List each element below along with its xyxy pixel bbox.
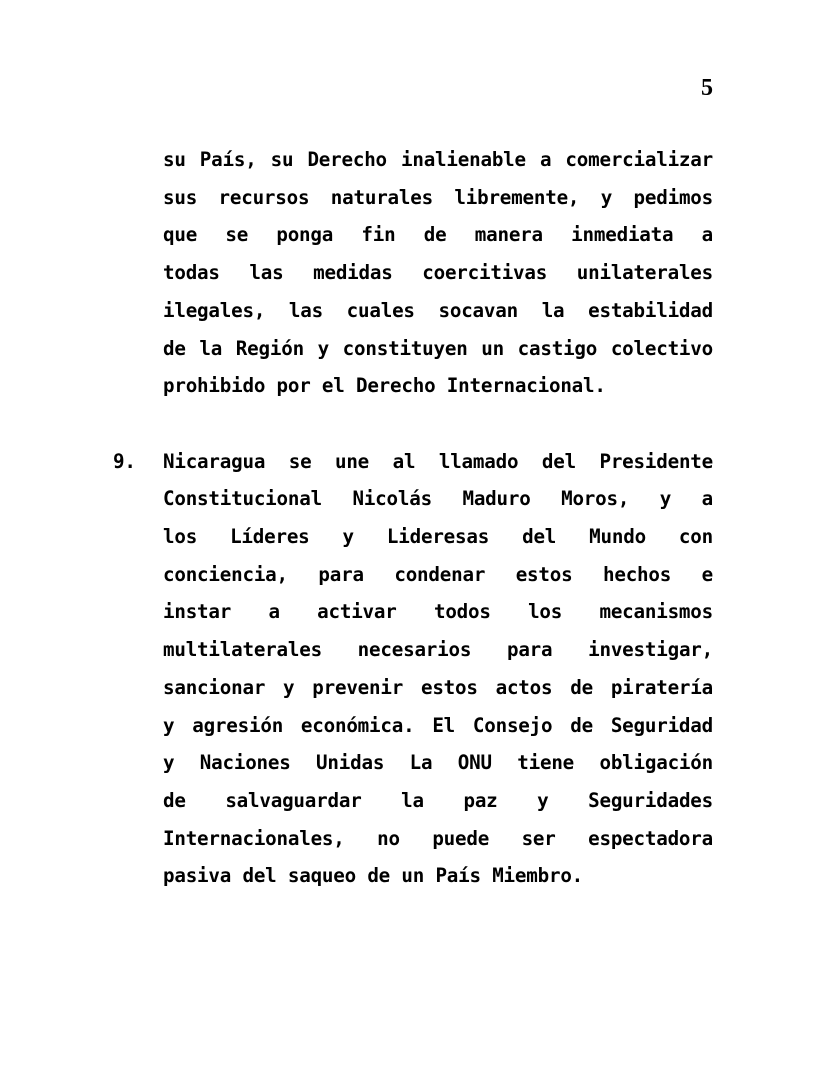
text-line: Constitucional Nicolás Maduro Moros, y a — [163, 487, 713, 511]
text-line: de salvaguardar la paz y Seguridades — [163, 788, 713, 812]
text-line: todas las medidas coercitivas unilaterales — [163, 261, 713, 285]
text-line: instar a activar todos los mecanismos — [163, 600, 713, 624]
text-line: que se ponga fin de manera inmediata a — [163, 223, 713, 247]
text-line: y Naciones Unidas La ONU tiene obligación — [163, 751, 713, 775]
paragraph-gap — [113, 405, 713, 443]
text-line: conciencia, para condenar estos hechos e — [163, 562, 713, 586]
text-line: pasiva del saqueo de un País Miembro. — [163, 864, 584, 888]
text-line: su País, su Derecho inalienable a comercializar — [163, 148, 713, 171]
text-line: sus recursos naturales libremente, y pedimos — [163, 185, 713, 209]
paragraph-text — [163, 443, 713, 895]
paragraph-item-9 — [113, 443, 713, 895]
paragraph-continuation — [113, 141, 713, 405]
document-body — [113, 141, 713, 895]
text-line: Internacionales, no puede ser espectadora — [163, 826, 713, 850]
text-line: prohibido por el Derecho Internacional. — [163, 374, 606, 398]
text-line: ilegales, las cuales socavan la estabilidad — [163, 298, 713, 322]
paragraph-marker: 9. — [113, 449, 136, 473]
paragraph-text — [163, 141, 713, 405]
text-line: de la Región y constituyen un castigo colectivo — [163, 336, 713, 360]
text-line: los Líderes y Lideresas del Mundo con — [163, 525, 713, 549]
text-line: sancionar y prevenir estos actos de piratería — [163, 675, 713, 699]
text-line: multilaterales necesarios para investigar, — [163, 638, 713, 662]
text-line: y agresión económica. El Consejo de Seguridad — [163, 713, 713, 737]
page-number: 5 — [701, 75, 713, 101]
text-line: Nicaragua se une al llamado del Presidente — [163, 449, 713, 473]
